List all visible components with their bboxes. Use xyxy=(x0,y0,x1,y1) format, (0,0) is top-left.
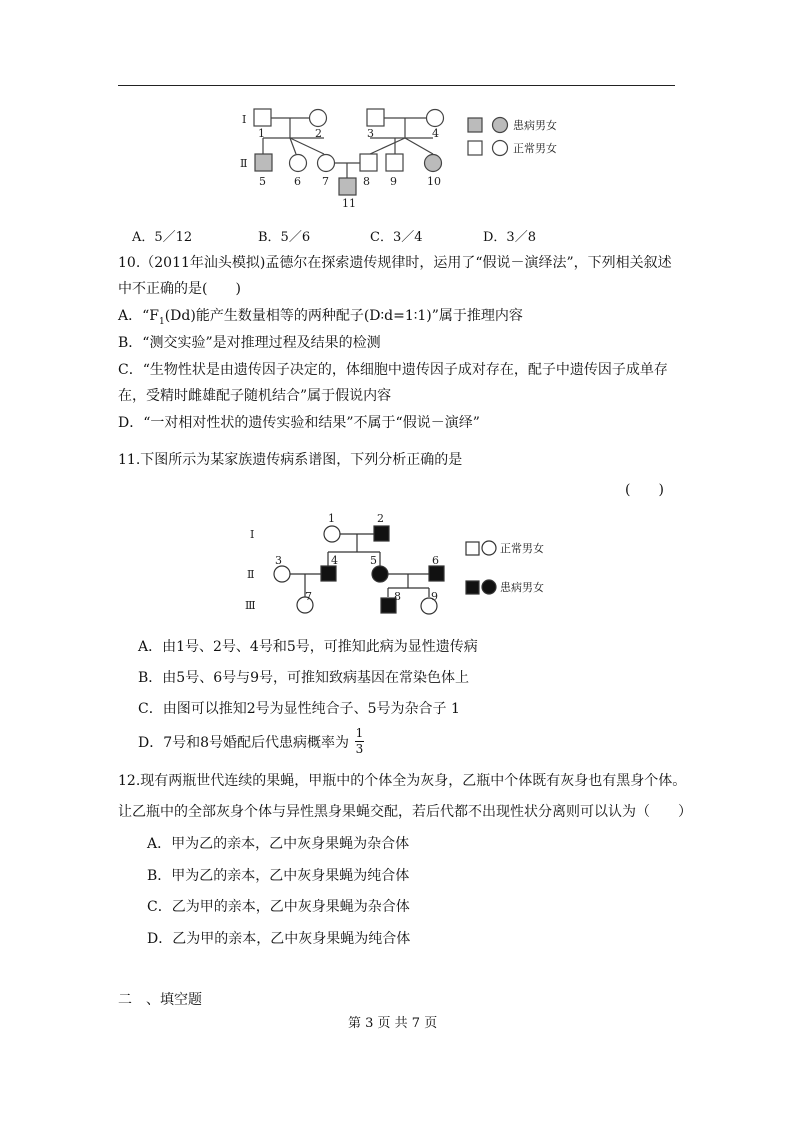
id-7: 7 xyxy=(305,590,312,603)
id-7: 7 xyxy=(322,175,329,188)
individual-6-male xyxy=(429,566,444,581)
id-5: 5 xyxy=(370,554,377,567)
individual-5-male xyxy=(255,154,272,171)
id-5: 5 xyxy=(259,175,266,188)
q9-option-b: B．5／6 xyxy=(258,230,311,245)
individual-2-male xyxy=(374,526,389,541)
id-9: 9 xyxy=(431,590,438,603)
legend-normal-female xyxy=(493,141,508,156)
q12-stem-line2: 让乙瓶中的全部灰身个体与异性黑身果蝇交配，若后代都不出现性状分离则可以认为（ ） xyxy=(118,804,692,820)
id-1: 1 xyxy=(258,127,265,140)
gen-label-1: Ⅰ xyxy=(250,528,255,541)
page-footer: 第 3 页 共 7 页 xyxy=(348,1016,438,1031)
id-11: 11 xyxy=(342,197,356,210)
q11-option-c: C．由图可以推知2号为显性纯合子、5号为杂合子 1 xyxy=(138,701,460,717)
q10-option-b: B．“测交实验”是对推理过程及结果的检测 xyxy=(118,335,381,351)
header-rule xyxy=(118,85,675,86)
individual-7-female xyxy=(318,155,335,172)
individual-5-female xyxy=(372,566,388,582)
individual-11-male xyxy=(339,178,356,195)
individual-10-female xyxy=(425,155,442,172)
q12-option-b: B．甲为乙的亲本，乙中灰身果蝇为纯合体 xyxy=(147,868,410,884)
q10-option-a-pre: A．“F xyxy=(118,308,159,324)
individual-9-male xyxy=(386,154,403,171)
gen-label-2: Ⅱ xyxy=(247,568,255,581)
id-3: 3 xyxy=(275,554,282,567)
q10-stem-line2: 中不正确的是( ) xyxy=(118,281,241,297)
q12-option-a: A．甲为乙的亲本，乙中灰身果蝇为杂合体 xyxy=(147,836,410,852)
q10-option-d: D．“一对相对性状的遗传实验和结果”不属于“假说－演绎” xyxy=(118,415,480,431)
legend-normal-label: 正常男女 xyxy=(513,142,557,155)
individual-6-female xyxy=(290,155,307,172)
individual-1-female xyxy=(324,526,340,542)
legend-affected-label: 患病男女 xyxy=(513,119,557,132)
individual-4-female xyxy=(427,110,444,127)
q11-option-d: D．7号和8号婚配后代患病概率为 xyxy=(138,735,350,751)
q10-option-c-line1: C．“生物性状是由遗传因子决定的，体细胞中遗传因子成对存在，配子中遗传因子成单存 xyxy=(118,362,668,378)
pedigree-q9 xyxy=(0,90,794,310)
individual-8-male xyxy=(360,154,377,171)
legend-normal-male xyxy=(466,542,479,555)
id-2: 2 xyxy=(315,127,322,140)
id-2: 2 xyxy=(377,512,384,525)
q11-stem: 11.下图所示为某家族遗传病系谱图，下列分析正确的是 xyxy=(118,452,463,468)
q11-option-a: A．由1号、2号、4号和5号，可推知此病为显性遗传病 xyxy=(138,639,478,655)
legend-affected-male xyxy=(466,581,479,594)
individual-2-female xyxy=(310,110,327,127)
id-4: 4 xyxy=(331,554,338,567)
id-1: 1 xyxy=(328,512,335,525)
pedigree-q11 xyxy=(0,508,794,628)
q10-option-a xyxy=(118,306,523,332)
q12-option-d: D．乙为甲的亲本，乙中灰身果蝇为纯合体 xyxy=(147,931,411,947)
id-3: 3 xyxy=(367,127,374,140)
q12-option-c: C．乙为甲的亲本，乙中灰身果蝇为杂合体 xyxy=(147,899,410,915)
id-8: 8 xyxy=(363,175,370,188)
individual-1-male xyxy=(254,109,271,126)
individual-3-male xyxy=(367,109,384,126)
individual-4-male xyxy=(321,566,336,581)
q9-option-c: C．3／4 xyxy=(370,230,423,245)
id-6: 6 xyxy=(294,175,301,188)
q10-stem-line1: 10.（2011年汕头模拟)孟德尔在探索遗传规律时，运用了“假说－演绎法”，下列相关叙述 xyxy=(118,255,672,271)
q11-option-b: B．由5号、6号与9号，可推知致病基因在常染色体上 xyxy=(138,670,470,686)
gen-label-3: Ⅲ xyxy=(245,599,256,612)
fraction-numerator: 1 xyxy=(355,726,364,740)
fraction-denominator: 3 xyxy=(355,742,364,756)
q10-option-a-post: (Dd)能产生数量相等的两种配子(D∶d=1∶1)”属于推理内容 xyxy=(164,308,523,324)
q9-option-a: A．5／12 xyxy=(132,230,193,245)
gen-label-2: Ⅱ xyxy=(240,157,248,170)
id-8: 8 xyxy=(394,590,401,603)
id-10: 10 xyxy=(427,175,441,188)
legend-affected-male xyxy=(468,118,482,132)
id-4: 4 xyxy=(432,127,439,140)
individual-3-female xyxy=(274,566,290,582)
q11-answer-bracket: ( ) xyxy=(625,482,664,498)
legend-normal-label: 正常男女 xyxy=(500,542,544,555)
id-6: 6 xyxy=(432,554,439,567)
gen-label-1: Ⅰ xyxy=(242,113,247,126)
legend-affected-female xyxy=(493,118,508,133)
q9-option-d: D．3／8 xyxy=(483,230,536,245)
q10-option-c-line2: 在，受精时雌雄配子随机结合”属于假说内容 xyxy=(118,388,392,404)
q10-option-a-sub: 1 xyxy=(158,316,165,327)
q12-stem-line1: 12.现有两瓶世代连续的果蝇，甲瓶中的个体全为灰身，乙瓶中个体既有灰身也有黑身个体。 xyxy=(118,773,687,789)
legend-normal-male xyxy=(468,141,482,155)
section-heading: 二 、填空题 xyxy=(118,992,202,1008)
legend-affected-label: 患病男女 xyxy=(500,581,544,594)
legend-affected-female xyxy=(482,580,496,594)
id-9: 9 xyxy=(390,175,397,188)
legend-normal-female xyxy=(482,541,496,555)
q11-option-d-fraction xyxy=(355,727,364,756)
